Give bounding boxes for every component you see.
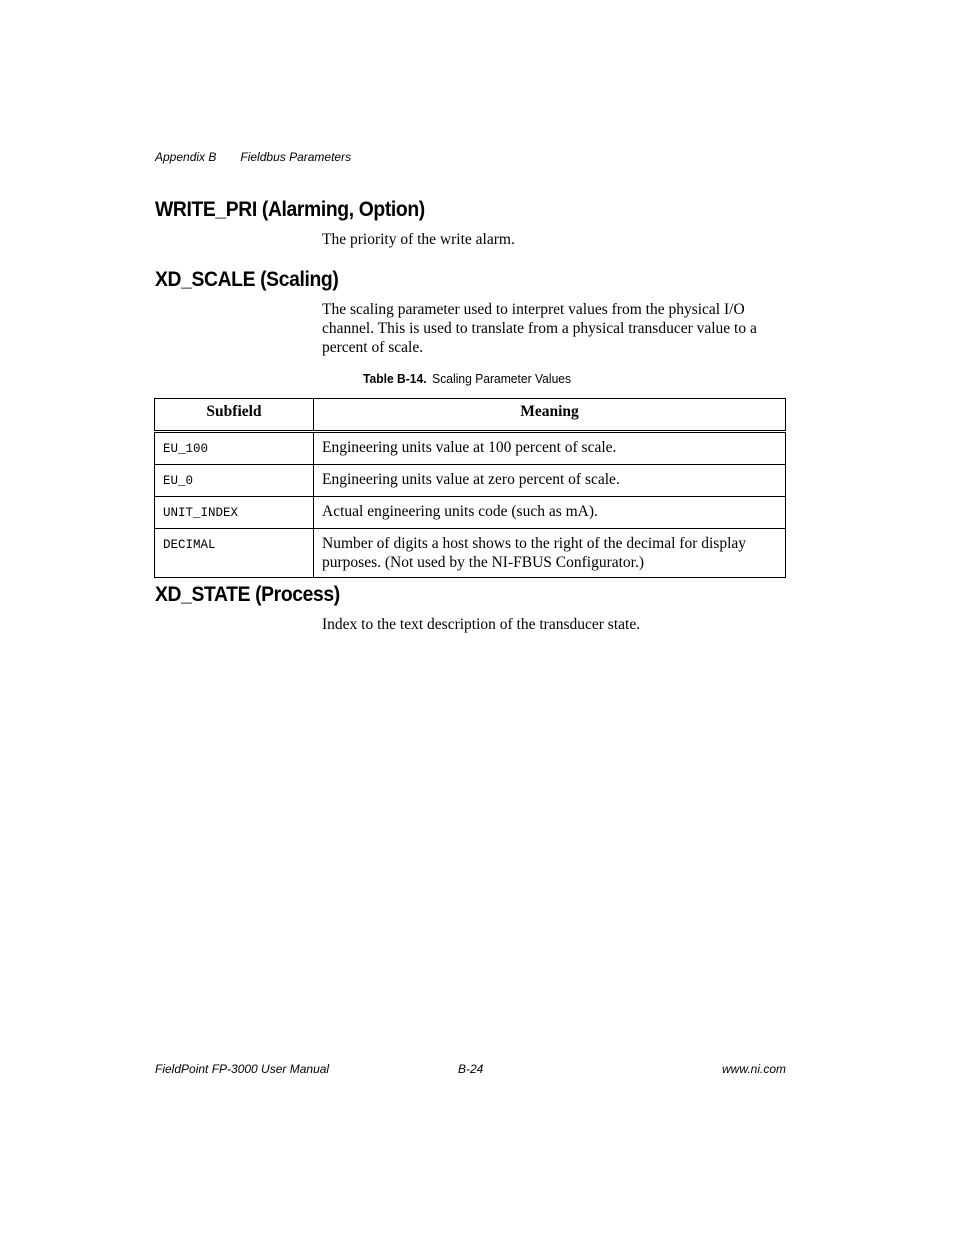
section-heading-write-pri: WRITE_PRI (Alarming, Option) (155, 198, 425, 221)
running-head (155, 150, 351, 164)
cell-subfield: EU_0 (155, 465, 314, 497)
cell-subfield: UNIT_INDEX (155, 497, 314, 529)
table-row (155, 465, 786, 497)
cell-subfield: EU_100 (155, 432, 314, 465)
section-heading-xd-state: XD_STATE (Process) (155, 583, 340, 606)
running-head-section: Fieldbus Parameters (240, 150, 352, 164)
footer-manual-title: FieldPoint FP-3000 User Manual (155, 1062, 330, 1076)
table-caption (363, 371, 571, 386)
cell-meaning: Engineering units value at zero percent of scale. (314, 465, 786, 497)
footer-page-number: B-24 (458, 1062, 484, 1076)
cell-meaning: Actual engineering units code (such as mA). (314, 497, 786, 529)
table-row (155, 432, 786, 465)
section-body-xd-state: Index to the text description of the transducer state. (322, 616, 641, 633)
table-header-row (155, 399, 786, 432)
table-caption-title: Scaling Parameter Values (432, 371, 572, 386)
footer-website: www.ni.com (721, 1062, 786, 1076)
table-row (155, 529, 786, 578)
table-caption-number: Table B-14. (363, 371, 427, 386)
cell-subfield: DECIMAL (155, 529, 314, 578)
cell-meaning: Number of digits a host shows to the right of the decimal for display purposes. (Not used by the NI-FBUS Configurator.) (314, 529, 786, 578)
running-head-appendix: Appendix B (155, 150, 217, 164)
section-heading-xd-scale: XD_SCALE (Scaling) (155, 268, 339, 291)
header-meaning: Meaning (314, 399, 786, 432)
table-row (155, 497, 786, 529)
section-body-xd-scale: The scaling parameter used to interpret values from the physical I/O channel. This is used to translate from a physical transducer value to a percent of scale. (322, 301, 757, 356)
section-body-write-pri: The priority of the write alarm. (322, 231, 515, 248)
header-subfield: Subfield (155, 399, 314, 432)
cell-meaning: Engineering units value at 100 percent of scale. (314, 432, 786, 465)
scaling-parameter-table (154, 398, 786, 578)
